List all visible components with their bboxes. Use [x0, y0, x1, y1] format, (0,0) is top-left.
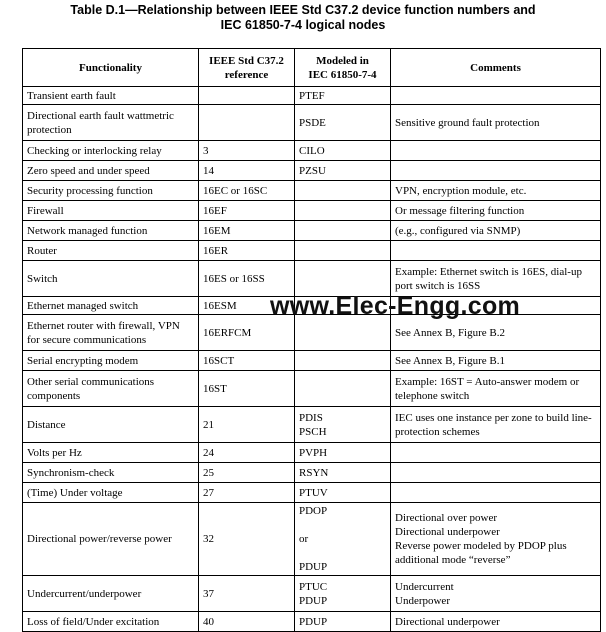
cell-functionality: Firewall: [23, 201, 199, 221]
cell-ieee-reference: 32: [199, 503, 295, 576]
cell-ieee-reference: 3: [199, 141, 295, 161]
cell-ieee-reference: 27: [199, 483, 295, 503]
cell-ieee-reference: [199, 105, 295, 141]
cell-ieee-reference: 37: [199, 576, 295, 612]
cell-iec-model: CILO: [295, 141, 391, 161]
table-row: [23, 443, 601, 463]
cell-ieee-reference: 25: [199, 463, 295, 483]
table-row: [23, 201, 601, 221]
table-row: [23, 221, 601, 241]
cell-ieee-reference: 16EC or 16SC: [199, 181, 295, 201]
cell-comments: Example: Ethernet switch is 16ES, dial-up port switch is 16SS: [391, 261, 601, 297]
cell-comments: Example: 16ST = Auto-answer modem or telephone switch: [391, 371, 601, 407]
cell-iec-model: [295, 241, 391, 261]
table-row: [23, 105, 601, 141]
table-row: [23, 576, 601, 612]
cell-functionality: Transient earth fault: [23, 87, 199, 105]
cell-functionality: Directional power/reverse power: [23, 503, 199, 576]
cell-ieee-reference: 16SCT: [199, 351, 295, 371]
cell-comments: [391, 443, 601, 463]
cell-comments: [391, 483, 601, 503]
header-row: [23, 49, 601, 87]
watermark: www.Elec-Engg.com: [270, 292, 521, 320]
table-row: [23, 483, 601, 503]
cell-iec-model: RSYN: [295, 463, 391, 483]
cell-functionality: (Time) Under voltage: [23, 483, 199, 503]
table-row: [23, 612, 601, 632]
cell-iec-model: [295, 181, 391, 201]
cell-comments: See Annex B, Figure B.1: [391, 351, 601, 371]
cell-iec-model: [295, 201, 391, 221]
cell-iec-model: PDIS PSCH: [295, 407, 391, 443]
cell-ieee-reference: 16ERFCM: [199, 315, 295, 351]
table-row: [23, 463, 601, 483]
cell-comments: [391, 463, 601, 483]
cell-comments: Or message filtering function: [391, 201, 601, 221]
cell-comments: Directional underpower: [391, 612, 601, 632]
cell-comments: VPN, encryption module, etc.: [391, 181, 601, 201]
table-row: [23, 141, 601, 161]
cell-iec-model: PTUC PDUP: [295, 576, 391, 612]
cell-functionality: Zero speed and under speed: [23, 161, 199, 181]
cell-comments: Sensitive ground fault protection: [391, 105, 601, 141]
table-row: [23, 351, 601, 371]
cell-ieee-reference: 16ST: [199, 371, 295, 407]
cell-ieee-reference: 16EM: [199, 221, 295, 241]
table-row: [23, 87, 601, 105]
cell-comments: IEC uses one instance per zone to build line-protection schemes: [391, 407, 601, 443]
table-title-line1: Table D.1—Relationship between IEEE Std C37.2 device function numbers and: [70, 3, 536, 17]
table-row: [23, 407, 601, 443]
cell-functionality: Switch: [23, 261, 199, 297]
cell-ieee-reference: 16EF: [199, 201, 295, 221]
cell-functionality: Distance: [23, 407, 199, 443]
table-row: [23, 181, 601, 201]
cell-functionality: Ethernet managed switch: [23, 297, 199, 315]
data-table: [22, 48, 601, 632]
cell-comments: Undercurrent Underpower: [391, 576, 601, 612]
cell-functionality: Directional earth fault wattmetric protection: [23, 105, 199, 141]
cell-comments: (e.g., configured via SNMP): [391, 221, 601, 241]
cell-ieee-reference: 16ES or 16SS: [199, 261, 295, 297]
header-iec-model: Modeled in IEC 61850-7-4: [295, 49, 391, 87]
cell-iec-model: [295, 371, 391, 407]
cell-iec-model: [295, 221, 391, 241]
cell-comments: [391, 161, 601, 181]
cell-functionality: Network managed function: [23, 221, 199, 241]
cell-ieee-reference: [199, 87, 295, 105]
cell-functionality: Volts per Hz: [23, 443, 199, 463]
cell-functionality: Serial encrypting modem: [23, 351, 199, 371]
cell-ieee-reference: 14: [199, 161, 295, 181]
cell-functionality: Router: [23, 241, 199, 261]
cell-functionality: Synchronism-check: [23, 463, 199, 483]
cell-comments: See Annex B, Figure B.2: [391, 315, 601, 351]
cell-comments: [391, 241, 601, 261]
cell-iec-model: PTEF: [295, 87, 391, 105]
cell-ieee-reference: 16ESM: [199, 297, 295, 315]
cell-iec-model: PZSU: [295, 161, 391, 181]
header-functionality: Functionality: [23, 49, 199, 87]
cell-comments: [391, 87, 601, 105]
cell-iec-model: PDOP or PDUP: [295, 503, 391, 576]
cell-comments: Directional over power Directional underpower Reverse power modeled by PDOP plus additional mode “reverse”: [391, 503, 601, 576]
table-title: [0, 3, 606, 33]
table-row: [23, 241, 601, 261]
cell-ieee-reference: 40: [199, 612, 295, 632]
cell-functionality: Checking or interlocking relay: [23, 141, 199, 161]
table-body: [23, 87, 601, 632]
cell-functionality: Undercurrent/underpower: [23, 576, 199, 612]
cell-ieee-reference: 24: [199, 443, 295, 463]
cell-functionality: Other serial communications components: [23, 371, 199, 407]
header-ieee-reference: IEEE Std C37.2 reference: [199, 49, 295, 87]
table-row: [23, 161, 601, 181]
cell-functionality: Loss of field/Under excitation: [23, 612, 199, 632]
cell-comments: [391, 141, 601, 161]
table-title-line2: IEC 61850-7-4 logical nodes: [220, 18, 386, 32]
cell-ieee-reference: 16ER: [199, 241, 295, 261]
table-row: [23, 503, 601, 576]
cell-iec-model: PVPH: [295, 443, 391, 463]
header-comments: Comments: [391, 49, 601, 87]
cell-iec-model: PTUV: [295, 483, 391, 503]
cell-ieee-reference: 21: [199, 407, 295, 443]
cell-iec-model: PDUP: [295, 612, 391, 632]
cell-iec-model: PSDE: [295, 105, 391, 141]
table-row: [23, 371, 601, 407]
cell-iec-model: [295, 351, 391, 371]
cell-functionality: Security processing function: [23, 181, 199, 201]
cell-functionality: Ethernet router with firewall, VPN for secure communications: [23, 315, 199, 351]
